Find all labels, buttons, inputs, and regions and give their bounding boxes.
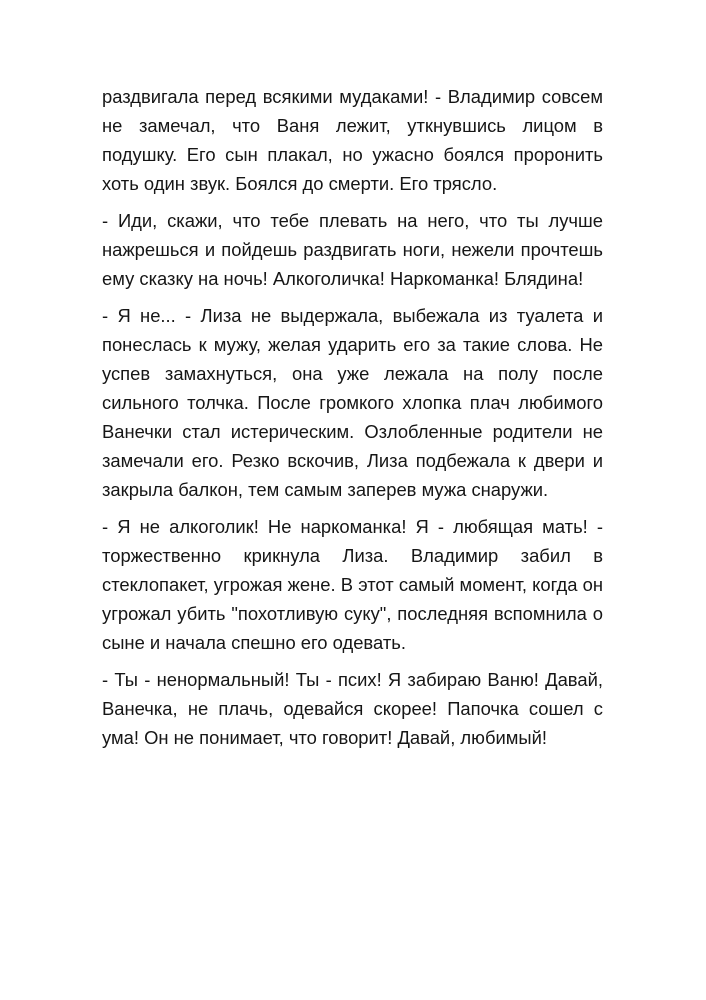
body-text-column: [102, 82, 603, 752]
body-paragraph: - Я не алкоголик! Не наркоманка! Я - любящая мать! - торжественно крикнула Лиза. Владимир забил в стеклопакет, угрожая жене. В этот самый момент, когда он угрожал убить "похотливую суку", последняя вспомнила о сыне и начала спешно его одевать.: [102, 516, 603, 653]
body-paragraph: - Я не... - Лиза не выдержала, выбежала из туалета и понеслась к мужу, желая ударить его за такие слова. Не успев замахнуться, она уже лежала на полу после сильного толчка. После громкого хлопка плач любимого Ванечки стал истерическим. Озлобленные родители не замечали его. Резко вскочив, Лиза подбежала к двери и закрыла балкон, тем самым заперев мужа снаружи.: [102, 305, 603, 500]
body-paragraph: - Ты - ненормальный! Ты - псих! Я забираю Ваню! Давай, Ванечка, не плачь, одевайся скорее! Папочка сошел с ума! Он не понимает, что говорит! Давай, любимый!: [102, 669, 603, 748]
body-paragraph: раздвигала перед всякими мудаками! - Владимир совсем не замечал, что Ваня лежит, уткнувшись лицом в подушку. Его сын плакал, но ужасно боялся проронить хоть один звук. Боялся до смерти. Его трясло.: [102, 86, 603, 194]
body-paragraph: - Иди, скажи, что тебе плевать на него, что ты лучше нажрешься и пойдешь раздвигать ноги, нежели прочтешь ему сказку на ночь! Алкоголичка! Наркоманка! Блядина!: [102, 210, 603, 289]
